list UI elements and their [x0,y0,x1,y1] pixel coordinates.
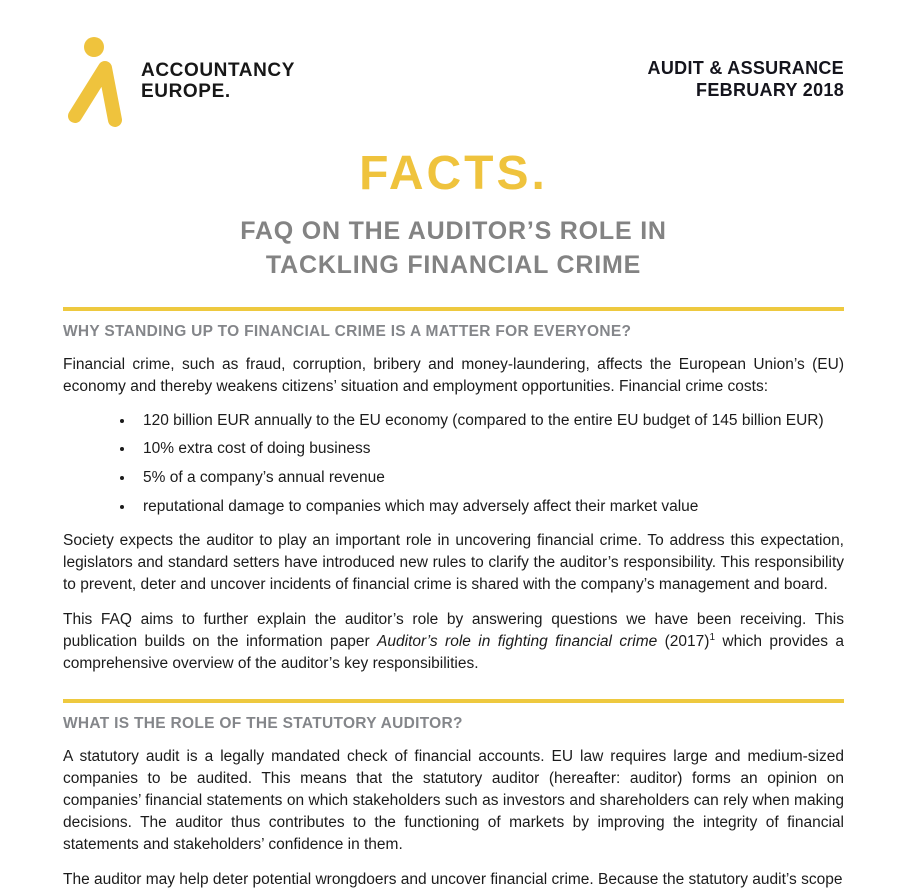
section-financial-crime [63,307,844,676]
publication-info [648,58,844,102]
list-item-revenue-cost: • 5% of a company’s annual revenue [135,467,844,489]
document-title [63,215,844,283]
paragraph-financial-crime-intro: Financial crime, such as fraud, corruption, bribery and money-laundering, affects the European Union’s (EU) economy and thereby weakens citizens’ situation and employment opportunities. Financial crime costs: [63,355,844,395]
section-statutory-auditor [63,699,844,891]
section-divider [63,307,844,311]
section-divider [63,699,844,703]
list-item-reputational-damage: • reputational damage to companies which may adversely affect their market value [135,496,844,518]
financial-crime-cost-list [63,410,844,518]
faq-purpose-text-start: This FAQ aims to further explain the auditor’s role by answering questions we have been receiving. This publication builds on the information paper [63,611,844,651]
document-title-line1: FAQ ON THE AUDITOR’S ROLE IN [240,217,667,245]
document-title-line2: TACKLING FINANCIAL CRIME [265,250,642,279]
facts-wordmark: FACTS. [359,147,548,200]
brand-name-line2: EUROPE. [141,81,231,102]
paragraph-auditor-deterrence: The auditor may help deter potential wrongdoers and uncover financial crime. Because the statutory audit’s scope [63,871,843,889]
section-heading-statutory-auditor: WHAT IS THE ROLE OF THE STATUTORY AUDITOR? [63,715,463,733]
paragraph-faq-purpose [63,609,844,675]
accountancy-europe-logo-icon [63,34,125,128]
paragraph-statutory-audit-definition: A statutory audit is a legally mandated check of financial accounts. EU law requires large and medium-sized companies to be audited. This means that the statutory auditor (hereafter: auditor) forms an opinion on companies’ financial statements on which stakeholders such as investors and shareholders can rely when making decisions. The auditor thus contributes to the functioning of markets by improving the integrity of financial statements and stakeholders’ confidence in them. [63,748,844,854]
document-header [63,34,844,128]
faq-purpose-text-end: which provides a comprehensive overview of the auditor’s key responsibilities. [63,633,844,673]
list-item-eu-economy-cost: • 120 billion EUR annually to the EU economy (compared to the entire EU budget of 145 billion EUR) [135,410,844,432]
faq-purpose-year: (2017) [657,633,710,651]
brand-name-line1: ACCOUNTANCY [141,59,296,81]
paragraph-society-expectation: Society expects the auditor to play an important role in uncovering financial crime. To address this expectation, legislators and standard setters have introduced new rules to clarify the auditor’s responsibility. This responsibility to prevent, deter and uncover incidents of financial crime is shared with the company’s management and board. [63,532,844,594]
brand-block [63,34,295,128]
section-heading-financial-crime: WHY STANDING UP TO FINANCIAL CRIME IS A MATTER FOR EVERYONE? [63,322,632,340]
publication-date: FEBRUARY 2018 [696,79,844,100]
footnote-reference-1: 1 [709,632,715,644]
publication-series: AUDIT & ASSURANCE [647,58,844,78]
brand-name [141,60,295,103]
list-item-business-cost: • 10% extra cost of doing business [135,438,844,460]
information-paper-title: Auditor’s role in fighting financial crime [377,633,658,651]
